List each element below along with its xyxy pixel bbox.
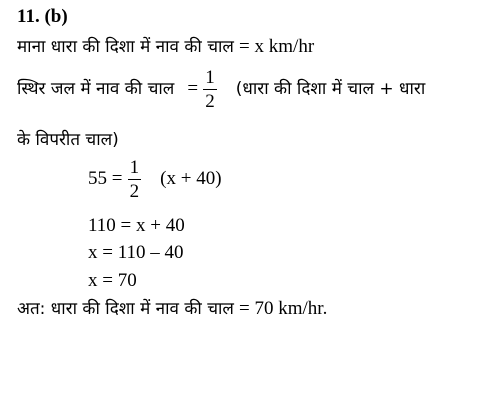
step1-lhs: 55 = [88, 168, 123, 189]
question-number: 11. (b) [17, 6, 68, 27]
conclusion-line [17, 296, 327, 320]
still-water-text: स्थिर जल में नाव की चाल [17, 79, 175, 99]
equation-step-4: x = 70 [88, 270, 137, 291]
still-water-line [17, 68, 425, 111]
equation-step-3: x = 110 – 40 [88, 242, 184, 263]
still-water-paren-text: (धारा की दिशा में चाल + धारा [235, 79, 426, 99]
step1-rhs: (x + 40) [160, 168, 222, 189]
still-water-continuation: के विपरीत चाल) [17, 130, 119, 150]
conclusion-text: अत: धारा की दिशा में नाव की चाल [17, 299, 234, 319]
assumption-text: माना धारा की दिशा में नाव की चाल [17, 37, 234, 57]
fraction-denominator: 2 [205, 91, 215, 112]
step1-fraction [128, 158, 142, 201]
conclusion-value: = 70 km/hr. [239, 298, 328, 319]
assumption-line [17, 34, 314, 58]
equation-step-1 [88, 158, 222, 201]
step1-denominator: 2 [129, 181, 140, 202]
fraction-numerator: 1 [205, 67, 215, 88]
equation-step-2: 110 = x + 40 [88, 215, 185, 236]
still-water-equals: = [187, 78, 199, 99]
step1-numerator: 1 [129, 157, 140, 178]
half-fraction [203, 68, 217, 111]
assumption-value: = x km/hr [239, 36, 315, 57]
